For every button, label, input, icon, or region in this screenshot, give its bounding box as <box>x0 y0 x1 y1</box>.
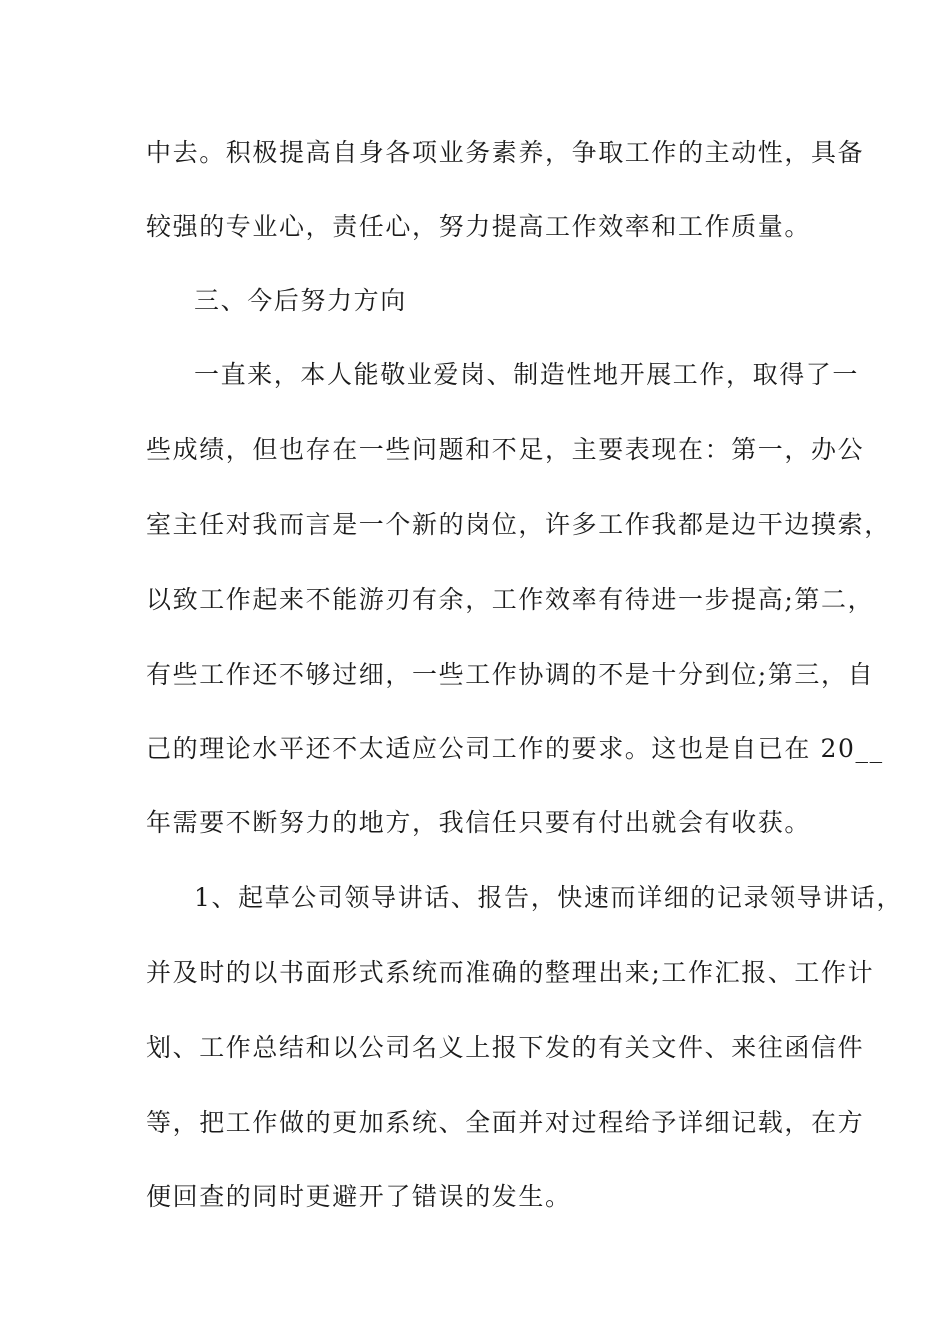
text-line: 便回查的同时更避开了错误的发生。 <box>146 1182 572 1211</box>
text-line: 较强的专业心，责任心，努力提高工作效率和工作质量。 <box>146 212 812 241</box>
text-line: 一直来，本人能敬业爱岗、制造性地开展工作，取得了一 <box>194 360 860 389</box>
text-line: 并及时的以书面形式系统而准确的整理出来;工作汇报、工作计 <box>146 958 875 987</box>
text-line: 1、起草公司领导讲话、报告，快速而详细的记录领导讲话， <box>194 883 904 912</box>
text-line: 己的理论水平还不太适应公司工作的要求。这也是自已在 20__ <box>146 734 884 763</box>
text-line: 些成绩，但也存在一些问题和不足，主要表现在：第一，办公 <box>146 435 865 464</box>
section-heading: 三、今后努力方向 <box>194 286 407 315</box>
text-line: 中去。积极提高自身各项业务素养，争取工作的主动性，具备 <box>146 138 865 167</box>
text-line: 划、工作总结和以公司名义上报下发的有关文件、来往函信件 <box>146 1033 865 1062</box>
text-line: 年需要不断努力的地方，我信任只要有付出就会有收获。 <box>146 808 812 837</box>
text-line: 有些工作还不够过细，一些工作协调的不是十分到位;第三，自 <box>146 660 875 689</box>
text-line: 等，把工作做的更加系统、全面并对过程给予详细记载，在方 <box>146 1108 865 1137</box>
text-line: 以致工作起来不能游刃有余，工作效率有待进一步提高;第二， <box>146 585 875 614</box>
text-line: 室主任对我而言是一个新的岗位，许多工作我都是边干边摸索， <box>146 510 891 539</box>
